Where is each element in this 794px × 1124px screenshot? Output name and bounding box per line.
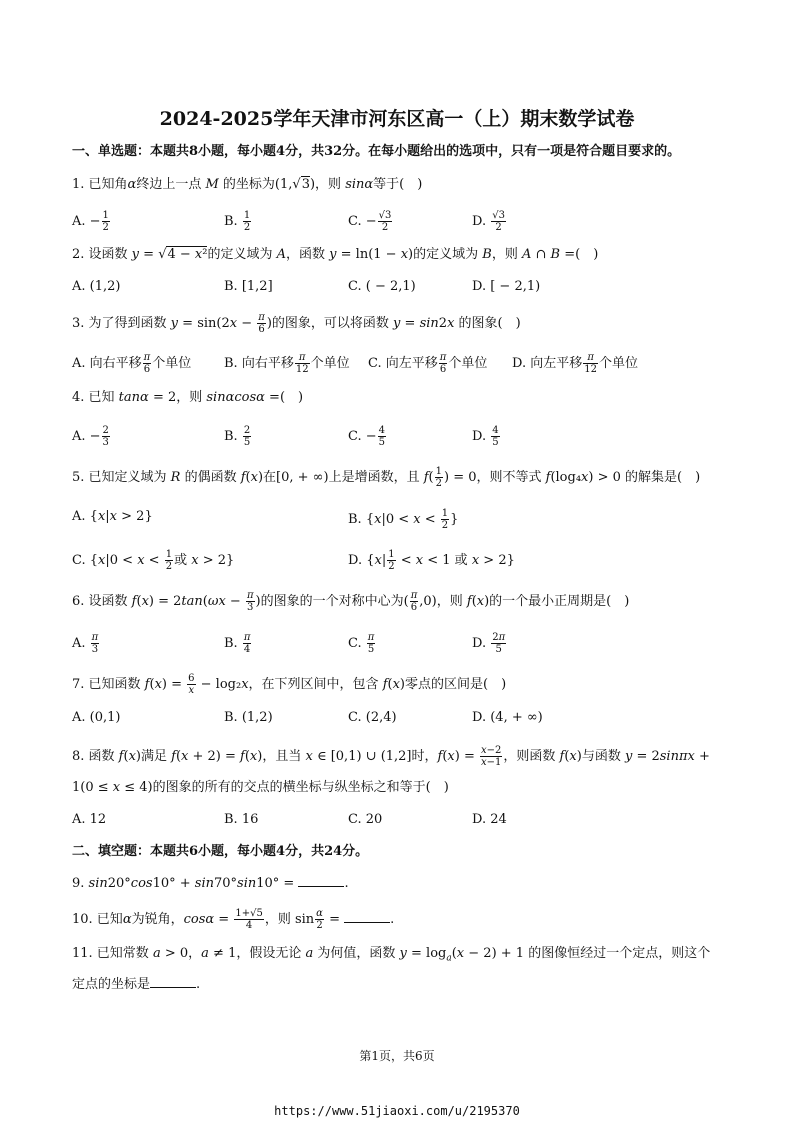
q4-option-c: C. − $\frac{4}{5}$ <box>348 425 386 448</box>
page-title: 2024-2025学年天津市河东区高一（上）期末数学试卷 <box>159 108 635 130</box>
q4-option-b: B. $\frac{2}{5}$ <box>224 425 251 448</box>
q3-option-c: C. 向左平移 $\frac{\pi}{6}$ 个单位 <box>368 352 488 375</box>
q6-option-c: C. $\frac{\pi}{5}$ <box>348 632 375 655</box>
question-4: 4. 已知 tanα = 2，则 sinαcosα =( ) <box>72 390 304 405</box>
q8-option-b: B. 16 <box>224 812 259 827</box>
q2-option-c: C. ( − 2,1) <box>348 279 416 294</box>
q5-option-c: C. {x|0 < x < $\frac{1}{2}$ 或 x > 2} <box>72 549 235 572</box>
q8-option-c: C. 20 <box>348 812 383 827</box>
question-3: 3. 为了得到函数 y = sin(2x − $\frac{\pi}{6}$ )的图象，可以将函数 y = sin2x 的图象( ) <box>72 312 521 335</box>
question-1: 1. 已知角α终边上一点 M 的坐标为(1,√3)，则 sinα等于( ) <box>72 177 423 192</box>
q7-option-a: A. (0,1) <box>72 710 121 725</box>
q3-option-a: A. 向右平移 $\frac{\pi}{6}$ 个单位 <box>72 352 192 375</box>
q1-option-d: D. $\frac{√3}{2}$ <box>472 210 505 233</box>
q8-option-d: D. 24 <box>472 812 507 827</box>
q4-option-d: D. $\frac{4}{5}$ <box>472 425 499 448</box>
q4-option-a: A. − $\frac{2}{3}$ <box>72 425 109 448</box>
question-8-line-1: 8. 函数 f(x)满足 f(x + 2) = f(x)，且当 x ∈ [0,1) ∪ (1,2]时，f(x) = $\frac{x-2}{x-1}$ ，则函数 f(x)与函数 y = 2sinπx + <box>72 745 710 768</box>
q2-option-a: A. (1,2) <box>72 279 121 294</box>
question-8-line-2: 1(0 ≤ x ≤ 4)的图象的所有的交点的横坐标与纵坐标之和等于( ) <box>72 780 449 795</box>
section-1-heading: 一、单选题：本题共8小题，每小题4分，共32分。在每小题给出的选项中，只有一项是符合题目要求的。 <box>72 144 681 159</box>
q2-option-b: B. [1,2] <box>224 279 273 294</box>
page-footer: 第1页，共6页 <box>359 1049 435 1063</box>
q1-option-a: A. − $\frac{1}{2}$ <box>72 210 109 233</box>
q6-option-b: B. $\frac{\pi}{4}$ <box>224 632 251 655</box>
watermark: https://www.51jiaoxi.com/u/2195370 <box>274 1104 520 1118</box>
q5-option-d: D. {x| $\frac{1}{2}$ < x < 1 或 x > 2} <box>348 549 515 572</box>
question-10: 10. 已知α为锐角，cosα = $\frac{1+√5}{4}$ ，则 sin $\frac{\alpha}{2}$ = . <box>72 908 395 931</box>
q1-option-b: B. $\frac{1}{2}$ <box>224 210 251 233</box>
question-11-line-2: 定点的坐标是 . <box>72 977 201 992</box>
q5-option-b: B. {x|0 < x < $\frac{1}{2}$ } <box>348 508 459 531</box>
q5-option-a: A. {x|x > 2} <box>72 509 153 524</box>
question-5: 5. 已知定义域为 R 的偶函数 f(x)在[0, + ∞)上是增函数，且 f( $\frac{1}{2}$ ) = 0，则不等式 f(log₄x) > 0 的解集是( ) <box>72 466 701 489</box>
q7-option-d: D. (4, + ∞) <box>472 710 543 725</box>
question-6: 6. 设函数 f(x) = 2tan(ωx − $\frac{\pi}{3}$ )的图象的一个对称中心为( $\frac{\pi}{6}$ ,0)，则 f(x)的一个最小正周期是( ) <box>72 590 630 613</box>
q7-option-c: C. (2,4) <box>348 710 397 725</box>
q3-option-d: D. 向左平移 $\frac{\pi}{12}$ 个单位 <box>512 352 638 375</box>
q7-option-b: B. (1,2) <box>224 710 273 725</box>
q3-option-b: B. 向右平移 $\frac{\pi}{12}$ 个单位 <box>224 352 350 375</box>
q6-option-d: D. $\frac{2\pi}{5}$ <box>472 632 506 655</box>
question-2: 2. 设函数 y = √4 − x²的定义域为 A，函数 y = ln(1 − x)的定义域为 B，则 A ∩ B =( ) <box>72 247 599 262</box>
question-7: 7. 已知函数 f(x) = $\frac{6}{x}$ − log₂x，在下列区间中，包含 f(x)零点的区间是( ) <box>72 673 507 696</box>
q6-option-a: A. $\frac{\pi}{3}$ <box>72 632 99 655</box>
q1-option-c: C. − $\frac{√3}{2}$ <box>348 210 392 233</box>
question-9: 9. sin20°cos10° + sin70°sin10° = . <box>72 876 349 891</box>
question-11-line-1: 11. 已知常数 a > 0，a ≠ 1，假设无论 a 为何值，函数 $y = \log_a(x - 2) + 1$ 的图像恒经过一个定点，则这个 <box>72 946 711 964</box>
q2-option-d: D. [ − 2,1) <box>472 279 541 294</box>
section-2-heading: 二、填空题：本题共6小题，每小题4分，共24分。 <box>72 844 369 859</box>
q8-option-a: A. 12 <box>72 812 107 827</box>
